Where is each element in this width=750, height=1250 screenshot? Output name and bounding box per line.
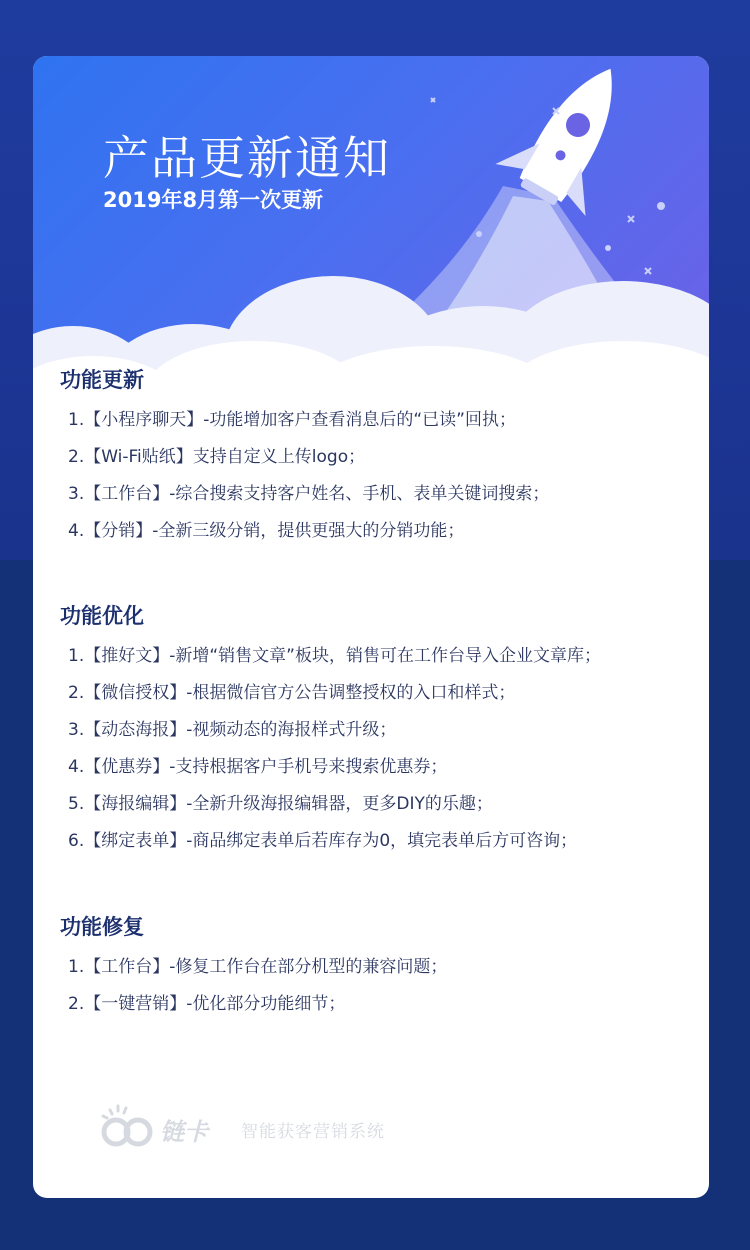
section-bug-fixes: [60, 912, 700, 1030]
update-list: [60, 409, 700, 543]
list-item: 4.【优惠券】-支持根据客户手机号来搜索优惠券；: [68, 757, 448, 777]
list-item: 3.【工作台】-综合搜索支持客户姓名、手机、表单关键词搜索；: [68, 484, 550, 504]
list-item: 4.【分销】-全新三级分销，提供更强大的分销功能；: [68, 521, 465, 541]
list-item: 5.【海报编辑】-全新升级海报编辑器，更多DIY的乐趣；: [68, 794, 493, 814]
brand-tagline: 智能获客营销系统: [241, 1122, 385, 1142]
list-item: 1.【小程序聊天】-功能增加客户查看消息后的“已读”回执；: [68, 410, 516, 430]
update-list: [60, 956, 700, 1016]
section-feature-optimizations: [60, 601, 700, 867]
brand-footer: [98, 1098, 498, 1158]
list-item: 1.【工作台】-修复工作台在部分机型的兼容问题；: [68, 957, 448, 977]
brand-logo-text: 链卡: [160, 1118, 208, 1146]
notice-card: [33, 56, 709, 1198]
update-date-subtitle: 2019年8月第一次更新: [103, 188, 324, 212]
section-heading: 功能修复: [60, 915, 144, 939]
list-item: 2.【微信授权】-根据微信官方公告调整授权的入口和样式；: [68, 683, 516, 703]
page-title: 产品更新通知: [103, 131, 391, 185]
section-feature-updates: [60, 365, 700, 557]
update-list: [60, 645, 700, 853]
section-heading: 功能优化: [60, 604, 144, 628]
list-item: 2.【Wi-Fi贴纸】支持自定义上传logo；: [68, 447, 366, 467]
infinity-loop-icon: [98, 1098, 158, 1158]
section-heading: 功能更新: [60, 368, 144, 392]
hero-banner: [33, 56, 709, 416]
list-item: 6.【绑定表单】-商品绑定表单后若库存为0，填完表单后方可咨询；: [68, 831, 578, 851]
rocket-illustration: [33, 56, 709, 416]
list-item: 3.【动态海报】-视频动态的海报样式升级；: [68, 720, 397, 740]
list-item: 2.【一键营销】-优化部分功能细节；: [68, 994, 346, 1014]
list-item: 1.【推好文】-新增“销售文章”板块，销售可在工作台导入企业文章库；: [68, 646, 601, 666]
